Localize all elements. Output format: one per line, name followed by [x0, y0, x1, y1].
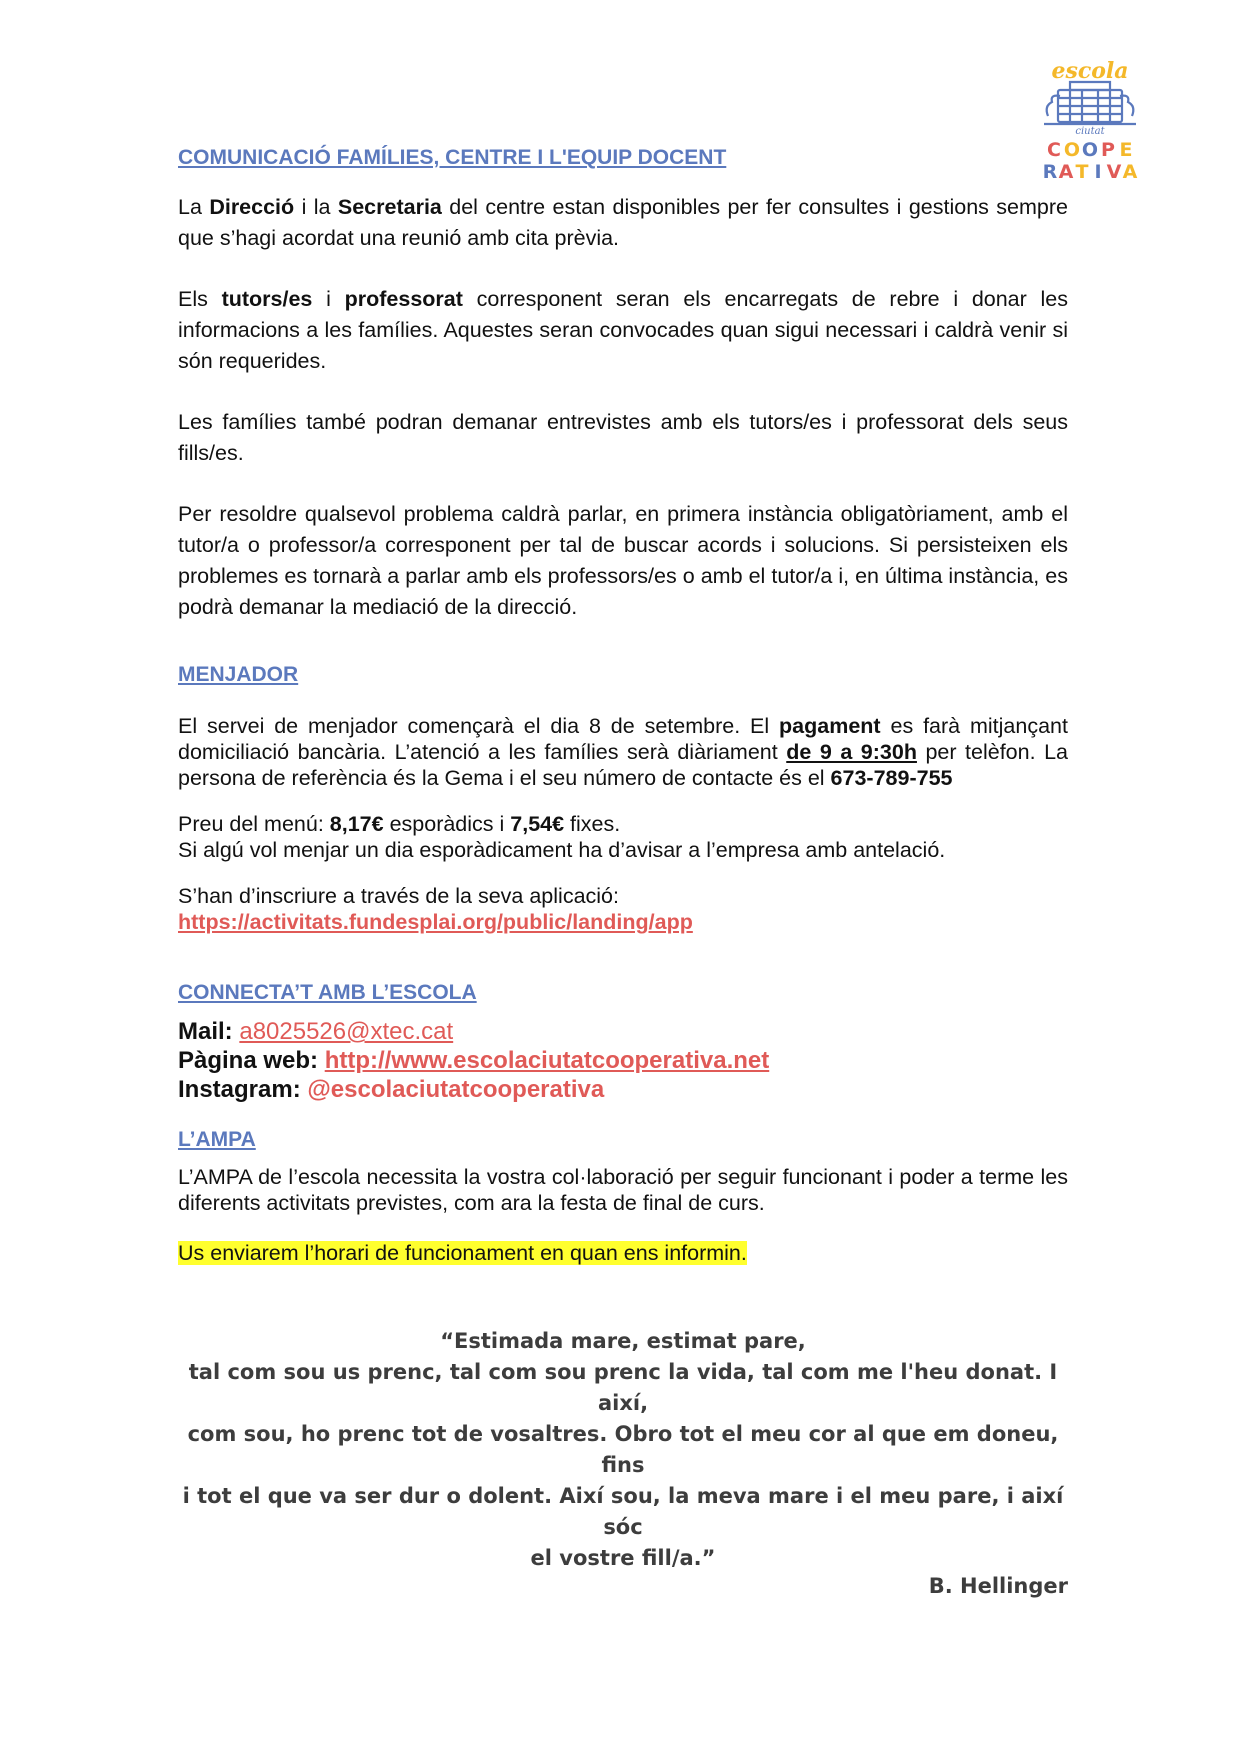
fundesplai-link[interactable]: https://activitats.fundesplai.org/public/landing/app [178, 910, 693, 934]
building-icon [1044, 82, 1136, 124]
paragraph-tutors [178, 284, 1068, 377]
mail-label: Mail: [178, 1018, 240, 1045]
signup-link-line [178, 909, 1068, 935]
text-run: i la [294, 195, 338, 219]
section-title-communication: COMUNICACIÓ FAMÍLIES, CENTRE I L'EQUIP DOCENT [178, 146, 727, 169]
price-sporadic: 8,17€ [329, 812, 384, 836]
logo-letter: I [1094, 161, 1102, 183]
quote-author: B. Hellinger [928, 1574, 1068, 1598]
text-run: Els [178, 287, 222, 311]
text-run: esporàdics i [383, 812, 511, 836]
bold-text: tutors/es [221, 287, 313, 311]
text-run: La [178, 195, 210, 219]
logo-letter: T [1075, 161, 1089, 183]
contact-web [178, 1046, 1068, 1075]
web-label: Pàgina web: [178, 1047, 325, 1074]
paragraph-menjador [178, 713, 1068, 791]
quote-line: el vostre fill/a.” [530, 1546, 716, 1570]
bold-text: pagament [779, 714, 881, 738]
section-title-ampa: L’AMPA [178, 1128, 256, 1151]
web-link[interactable]: http://www.escolaciutatcooperativa.net [324, 1047, 770, 1074]
highlighted-text: Us enviarem l’horari de funcionament en quan ens informin. [178, 1241, 747, 1265]
text-run: es farà mitjançant domiciliació bancària. L’atenció a les famílies serà diàriament [178, 714, 1068, 764]
paragraph-problems: Per resoldre qualsevol problema caldrà parlar, en primera instància obligatòriament, amb el tutor/a o professor/a corresponent per tal de buscar acords i solucions. Si persisteixen els problemes es tornarà a parlar amb els professors/es o amb el tutor/a i, en última instància, es podrà demanar la mediació de la direcció. [178, 502, 1068, 619]
paragraph-ampa: L’AMPA de l’escola necessita la vostra col·laboració per seguir funcionant i poder a terme les diferents activitats previstes, com ara la festa de final de curs. [178, 1165, 1068, 1215]
document-body [178, 144, 1068, 1598]
section-title-connect: CONNECTA’T AMB L’ESCOLA [178, 981, 477, 1004]
contact-block [178, 1017, 1068, 1104]
quote-line: com sou, ho prenc tot de vosaltres. Obro tot el meu cor al que em doneu, fins [187, 1422, 1059, 1477]
text-run: Preu del menú: [178, 812, 330, 836]
paragraph-sporadic: Si algú vol menjar un dia esporàdicament ha d’avisar a l’empresa amb antelació. [178, 838, 946, 862]
quote-line: i tot el que va ser dur o dolent. Així sou, la meva mare i el meu pare, i així sóc [182, 1484, 1064, 1539]
contact-instagram [178, 1075, 1068, 1104]
bold-text: Secretaria [337, 195, 442, 219]
text-run: per telèfon. La persona de referència és la Gema i el seu número de contacte és el [178, 740, 1068, 790]
logo-ciutat-text: ciutat [1075, 126, 1105, 137]
paragraph-direction [178, 192, 1068, 254]
instagram-label: Instagram: [178, 1076, 308, 1103]
price-fixed: 7,54€ [510, 812, 565, 836]
paragraph-highlight [178, 1240, 1068, 1266]
logo-letter: O [1063, 139, 1081, 161]
text-run: i [312, 287, 345, 311]
text-run: del centre estan disponibles per fer consultes i gestions sempre que s’hagi acordat una reunió amb cita prèvia. [178, 195, 1068, 250]
logo-escola-text: escola [1051, 58, 1129, 84]
contact-mail [178, 1017, 1068, 1046]
quote-block [178, 1326, 1068, 1598]
bold-text: Direcció [209, 195, 295, 219]
paragraph-signup: S’han d’inscriure a través de la seva aplicació: [178, 884, 619, 908]
phone-number: 673-789-755 [830, 766, 953, 790]
mail-link[interactable]: a8025526@xtec.cat [239, 1018, 454, 1045]
logo-letter: C [1047, 139, 1061, 161]
instagram-link[interactable]: @escolaciutatcooperativa [307, 1076, 605, 1103]
logo-letter: P [1101, 139, 1115, 161]
schedule-text: de 9 a 9:30h [786, 740, 917, 764]
text-run: El servei de menjador començarà el dia 8 de setembre. El [178, 714, 780, 738]
logo-letter: A [1122, 161, 1138, 183]
logo-letter: A [1058, 161, 1074, 183]
logo-letter: O [1081, 139, 1099, 161]
text-run: corresponent seran els encarregats de rebre i donar les informacions a les famílies. Aquestes seran convocades quan sigui necessari i caldrà venir si són requerides. [178, 287, 1069, 373]
quote-line: “Estimada mare, estimat pare, [440, 1329, 806, 1353]
text-run: fixes. [564, 812, 621, 836]
logo-letter: R [1042, 161, 1058, 183]
paragraph-interviews: Les famílies també podran demanar entrevistes amb els tutors/es i professorat dels seus fills/es. [178, 410, 1068, 465]
paragraph-price [178, 811, 1068, 837]
logo-letter: V [1106, 161, 1122, 183]
bold-text: professorat [344, 287, 463, 311]
section-title-menjador: MENJADOR [178, 663, 299, 686]
quote-line: tal com sou us prenc, tal com sou prenc la vida, tal com me l'heu donat. I així, [188, 1360, 1058, 1415]
logo-letter: E [1119, 139, 1133, 161]
